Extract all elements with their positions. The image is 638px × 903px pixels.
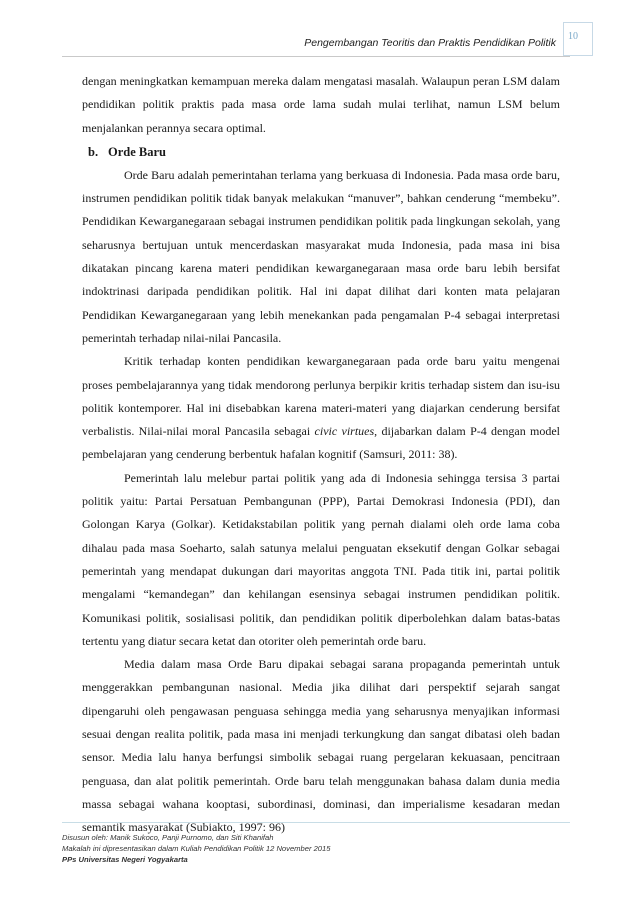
page-footer <box>62 832 542 865</box>
page-body <box>82 70 560 840</box>
section-heading <box>82 140 560 164</box>
paragraph-3: Pemerintah lalu melebur partai politik yang ada di Indonesia sehingga tersisa 3 partai politik yaitu: Partai Persatuan Pembangunan (PPP), Partai Demokrasi Indonesia (PDI), dan Golongan Karya (Golkar). Ketidakstabilan politik yang pernah dialami oleh orde lama coba dihalau pada masa Soeharto, salah satunya melalui penguatan eksekutif dengan Golkar sebagai pemerintah yang mendapat dukungan dari mayoritas anggota TNI. Pada titik ini, partai politik mengalami “kemandegan” dan kehilangan esensinya sebagai instrumen pendidikan politik. Komunikasi politik, sosialisasi politik, dan pendidikan politik diperbolehkan dalam batas-batas tertentu yang diatur secara ketat dan otoriter oleh pemerintah orde baru. <box>82 470 560 648</box>
paragraph-2-part-a: Kritik terhadap konten pendidikan kewarganegaraan pada orde baru yaitu mengenai proses pembelajarannya yang tidak mendorong perlunya berpikir kritis terhadap sistem dan isu-isu politik kontemporer. Hal ini disebabkan karena materi-materi yang diajarkan cenderung bersifat verbalistis. Nilai-nilai moral Pancasila sebagai <box>82 354 560 439</box>
page-header <box>0 0 638 60</box>
running-title: Pengembangan Teoritis dan Praktis Pendidikan Politik <box>304 37 556 49</box>
paragraph-4: Media dalam masa Orde Baru dipakai sebagai sarana propaganda pemerintah untuk menggerakkan pembangunan nasional. Media jika dilihat dari perspektif sejarah sangat dipengaruhi oleh pengawasan penguasa sehingga media yang seharusnya menyajikan informasi sesuai dengan realita politik, pada masa ini menjadi terkungkung dan sangat dibatasi oleh badan sensor. Media lalu hanya berfungsi simbolik sebagai ruang pergelaran kekuasaan, pencitraan penguasa, dan alat politik pemerintah. Orde baru telah menggunakan bahasa dalam dunia media massa sebagai wahana kooptasi, subordinasi, dominasi, dan imperialisme kesadaran medan semantik masyarakat (Subiakto, 1997: 96) <box>82 657 560 835</box>
footer-authors: Disusun oleh: Manik Sukoco, Panji Purnomo, dan Siti Khanifah <box>62 833 274 842</box>
footer-institution: PPs Universitas Negeri Yogyakarta <box>62 855 188 864</box>
paragraph-intro: dengan meningkatkan kemampuan mereka dalam mengatasi masalah. Walaupun peran LSM dalam pendidikan politik praktis pada masa orde lama sudah mulai terlihat, namun LSM belum menjalankan perannya secara optimal. <box>82 74 560 135</box>
section-number: b. <box>88 144 99 159</box>
section-title: Orde Baru <box>108 144 166 159</box>
paragraph-2 <box>82 350 560 466</box>
italic-term: civic virtues <box>314 424 375 439</box>
footer-divider <box>62 822 570 823</box>
paragraph-2-part-b: , dijabarkan dalam P-4 dengan model pembelajaran yang cenderung berbentuk hafalan kognitif (Samsuri, 2011: 38). <box>82 424 561 462</box>
paragraph-1: Orde Baru adalah pemerintahan terlama yang berkuasa di Indonesia. Pada masa orde baru, instrumen pendidikan politik tidak banyak melakukan “manuver”, bahkan cenderung “membeku”. Pendidikan Kewarganegaraan sebagai instrumen pendidikan politik pada lingkungan sekolah, yang seharusnya bertujuan untuk mencerdaskan masyarakat muda Indonesia, pada masa ini bisa dikatakan pincang karena materi pendidikan kewarganegaraan masa orde baru lebih bersifat indoktrinasi daripada pendidikan politik. Hal ini dapat dilihat dari konten mata pelajaran Pendidikan Kewarganegaraan yang lebih menekankan pada pengamalan P-4 sebagai interpretasi pemerintah terhadap nilai-nilai Pancasila. <box>82 167 560 345</box>
header-divider <box>62 56 570 57</box>
footer-presented: Makalah ini dipresentasikan dalam Kuliah Pendidikan Politik 12 November 2015 <box>62 844 331 853</box>
page-number: 10 <box>568 31 578 42</box>
